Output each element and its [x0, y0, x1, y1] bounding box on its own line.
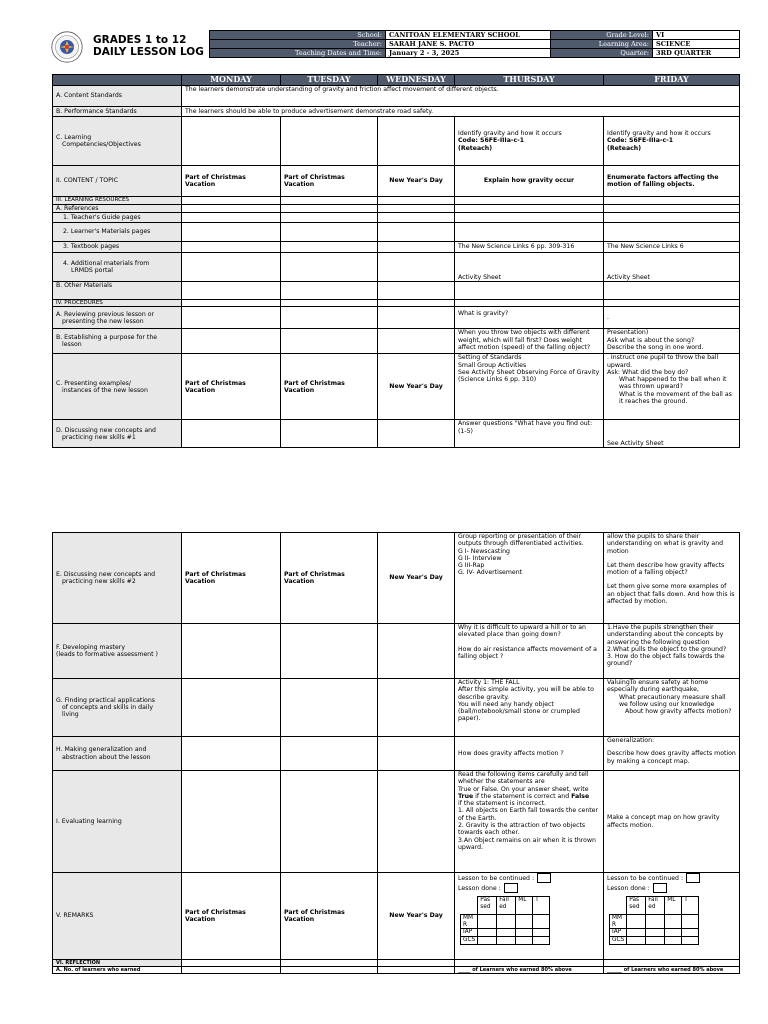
learning-resources-label: III. LEARNING RESOURCES	[53, 197, 182, 205]
school-value: CANITOAN ELEMENTARY SCHOOL	[386, 31, 551, 40]
teachers-guide-label: 1. Teacher's Guide pages	[53, 212, 182, 222]
lr-tue	[281, 197, 378, 205]
developing-mastery-thursday-line1: Why it is difficult to upward a hill or to an elevated place than going down?	[458, 624, 586, 639]
quarter-value: 3RD QUARTER	[653, 49, 740, 58]
pd-tue	[281, 420, 378, 448]
developing-mastery-friday-line3: 3. How do the object falls towards the ground?	[607, 653, 725, 668]
pa-mon	[182, 307, 281, 329]
discussing-2-thursday-line4: G III-Rap	[458, 562, 485, 570]
teacher-value: SARAH JANE S. PACTO	[386, 40, 551, 49]
generalization-label-line2: abstraction about the lesson	[62, 753, 151, 761]
generalization-label	[53, 737, 182, 771]
competencies-thursday-line1: Identify gravity and how it occurs	[458, 130, 562, 138]
competencies-wednesday	[378, 117, 455, 166]
lesson-done-friday	[607, 883, 736, 893]
additional-materials-label-line2: LRMDS portal	[71, 266, 113, 274]
day-header-monday: MONDAY	[182, 75, 281, 86]
am-wed	[378, 252, 455, 281]
pg-wed	[378, 679, 455, 737]
content-topic-tuesday: Part of Christmas Vacation	[281, 166, 378, 197]
dates-value: January 2 - 3, 2025	[386, 49, 551, 58]
practical-applications-friday-line1: ValuingTo ensure safety at home especially during earthquake,	[607, 679, 709, 694]
pg-mon	[182, 679, 281, 737]
results-head-failed: Fail ed	[497, 897, 516, 915]
header-info-table	[209, 30, 740, 58]
corner-cell	[53, 75, 182, 86]
results-row-gcs: GCS	[610, 937, 627, 945]
results-cell[interactable]	[533, 937, 550, 945]
discussing-2-friday-line2: Let them describe how gravity affects motion of a falling object?	[607, 561, 725, 577]
generalization-friday	[604, 737, 740, 771]
om-tue	[281, 281, 378, 299]
learners-earned-friday: ______ of Learners who earned 80% above	[604, 967, 740, 974]
practical-applications-label-line1: G. Finding practical applications	[56, 696, 155, 704]
developing-mastery-friday-line2: 2.What pulls the object to the ground?	[607, 645, 727, 653]
pi-tue	[281, 771, 378, 873]
results-cell[interactable]	[533, 915, 550, 929]
lr-thu	[455, 197, 604, 205]
procedures-label: IV. PROCEDURES	[53, 299, 182, 307]
day-header-thursday: THURSDAY	[455, 75, 604, 86]
discussing-1-label-line2: practicing new skills #1	[62, 433, 136, 441]
grade-level-label: Grade Level:	[551, 31, 653, 40]
presenting-examples-label	[53, 354, 182, 420]
reviewing-lesson-label	[53, 307, 182, 329]
ref-mon	[182, 204, 281, 212]
purpose-label-line1: B. Establishing a purpose for the	[56, 334, 158, 341]
discussing-2-monday: Part of Christmas Vacation	[182, 533, 281, 624]
tg-thu	[455, 212, 604, 222]
results-table-thursday	[460, 896, 550, 945]
quarter-label: Quarter:	[551, 49, 653, 58]
practical-applications-friday	[604, 679, 740, 737]
practical-applications-label-line2: of concepts and skills in daily	[62, 703, 153, 711]
remarks-wednesday: New Year's Day	[378, 873, 455, 960]
tg-fri	[604, 212, 740, 222]
textbook-pages-friday: The New Science Links 6	[604, 241, 740, 252]
results-row-mmr: MM R	[461, 915, 478, 929]
discussing-1-label	[53, 420, 182, 448]
evaluating-friday: Make a concept map on how gravity affects motion.	[604, 771, 740, 873]
content-topic-label: II. CONTENT / TOPIC	[53, 166, 182, 197]
am-tue	[281, 252, 378, 281]
rf-fri	[604, 960, 740, 967]
tg-tue	[281, 212, 378, 222]
tg-mon	[182, 212, 281, 222]
ra-mon	[182, 967, 281, 974]
tb-wed	[378, 241, 455, 252]
pa-tue	[281, 307, 378, 329]
practical-applications-friday-line3: About how gravity affects motion?	[625, 708, 732, 716]
results-cell[interactable]	[646, 937, 665, 945]
results-head-passed: Pas sed	[627, 897, 646, 915]
lm-fri	[604, 222, 740, 241]
day-header-tuesday: TUESDAY	[281, 75, 378, 86]
grade-level-value: VI	[653, 31, 740, 40]
dates-label: Teaching Dates and Time:	[210, 49, 386, 58]
pb-wed	[378, 329, 455, 354]
rf-mon	[182, 960, 281, 967]
discussing-2-thursday-line1: Group reporting or presentation of their outputs through differentiated activities.	[458, 533, 584, 548]
learners-earned-label: A. No. of learners who earned	[53, 967, 182, 974]
lm-thu	[455, 222, 604, 241]
textbook-pages-thursday: The New Science Links 6 pp. 309-316	[455, 241, 604, 252]
pi-wed	[378, 771, 455, 873]
additional-materials-friday: Activity Sheet	[604, 252, 740, 281]
competencies-friday-line1: Identify gravity and how it occurs	[607, 130, 711, 138]
results-row-iap: IAP	[610, 929, 627, 937]
results-head-ml: ML	[665, 897, 682, 915]
ref-thu	[455, 204, 604, 212]
lesson-continued-label: Lesson to be continued :	[607, 875, 684, 882]
results-table-friday	[609, 896, 699, 945]
deped-seal-logo	[51, 31, 83, 63]
rf-tue	[281, 960, 378, 967]
rf-thu	[455, 960, 604, 967]
presenting-examples-thursday-line1: Setting of Standards	[458, 354, 522, 362]
results-cell[interactable]	[497, 915, 516, 929]
results-cell[interactable]	[478, 937, 497, 945]
day-header-wednesday: WEDNESDAY	[378, 75, 455, 86]
discussing-1-friday: See Activity Sheet	[604, 420, 740, 448]
results-head-passed: Pas sed	[478, 897, 497, 915]
other-materials-label: B. Other Materials	[53, 281, 182, 299]
results-cell[interactable]	[682, 929, 699, 937]
am-mon	[182, 252, 281, 281]
pb-mon	[182, 329, 281, 354]
discussing-2-thursday-line3: G II- Interview	[458, 554, 502, 562]
lm-tue	[281, 222, 378, 241]
practical-applications-friday-line2: What precautionary measure shall we follow using our knowledge	[619, 693, 726, 708]
discussing-2-tuesday: Part of Christmas Vacation	[281, 533, 378, 624]
evaluating-label: I. Evaluating learning	[53, 771, 182, 873]
discussing-2-label	[53, 533, 182, 624]
presenting-examples-monday: Part of Christmas Vacation	[182, 354, 281, 420]
document-title	[93, 34, 204, 58]
remarks-thursday	[455, 873, 604, 960]
teacher-label: Teacher:	[210, 40, 386, 49]
discussing-2-wednesday: New Year's Day	[378, 533, 455, 624]
om-wed	[378, 281, 455, 299]
reviewing-lesson-friday: .	[604, 307, 740, 329]
evaluating-thursday-line3	[458, 793, 600, 800]
purpose-friday-line1: Presentation)	[607, 329, 649, 337]
results-cell[interactable]	[627, 929, 646, 937]
discussing-2-label-line1: E. Discussing new concepts and	[56, 570, 156, 578]
presenting-examples-wednesday: New Year's Day	[378, 354, 455, 420]
presenting-examples-friday	[604, 354, 740, 420]
pr-thu	[455, 299, 604, 307]
results-row-iap: IAP	[461, 929, 478, 937]
tb-tue	[281, 241, 378, 252]
lesson-done-checkbox[interactable]	[653, 883, 667, 893]
results-cell[interactable]	[665, 929, 682, 937]
purpose-thursday: When you throw two objects with different weight, which will fall first? Does weight affect motion (speed) of the falling object?	[455, 329, 604, 354]
results-cell[interactable]	[627, 915, 646, 929]
lesson-continued-friday	[607, 873, 736, 883]
learners-materials-label: 2. Learner's Materials pages	[53, 222, 182, 241]
rf-wed	[378, 960, 455, 967]
discussing-2-label-line2: practicing new skills #2	[62, 578, 136, 585]
textbook-pages-label: 3. Textbook pages	[53, 241, 182, 252]
reflection-label: VI. REFLECTION	[53, 960, 182, 967]
competencies-thursday	[455, 117, 604, 166]
lr-mon	[182, 197, 281, 205]
content-topic-friday: Enumerate factors affecting the motion of falling objects.	[604, 166, 740, 197]
practical-applications-label-line3: living	[62, 711, 79, 719]
competencies-friday-code: Code: S6FE-IIIa-c-1	[607, 137, 674, 145]
pd-wed	[378, 420, 455, 448]
competencies-thursday-reteach: (Reteach)	[458, 144, 493, 152]
results-row-mmr: MM R	[610, 915, 627, 929]
purpose-label	[53, 329, 182, 354]
lr-wed	[378, 197, 455, 205]
remarks-label: V. REMARKS	[53, 873, 182, 960]
results-head-t: T	[682, 897, 699, 915]
content-standards-text: The learners demonstrate understanding of gravity and friction affect movement of different objects.	[182, 86, 740, 107]
evaluating-thursday-item2: 2. Gravity is the attraction of two objects towards each other.	[458, 822, 586, 837]
pr-tue	[281, 299, 378, 307]
lesson-done-label: Lesson done :	[607, 885, 650, 892]
ph-mon	[182, 737, 281, 771]
evaluating-thursday-line2: True or False. On your answer sheet, write	[458, 785, 589, 793]
results-cell[interactable]	[533, 929, 550, 937]
results-cell[interactable]	[478, 929, 497, 937]
ph-tue	[281, 737, 378, 771]
lesson-continued-checkbox[interactable]	[686, 873, 700, 883]
developing-mastery-label-line1: F. Developing mastery	[56, 643, 125, 651]
evaluating-thursday	[455, 771, 604, 873]
lesson-continued-thursday	[458, 873, 600, 883]
ra-tue	[281, 967, 378, 974]
lesson-continued-label: Lesson to be continued :	[458, 875, 535, 882]
performance-standards-label: B. Performance Standards	[53, 107, 182, 117]
lesson-log-table-part-2	[52, 532, 740, 974]
school-label: School:	[210, 31, 386, 40]
results-cell[interactable]	[682, 915, 699, 929]
learners-earned-thursday: _____ of Learners who earned 80% above	[455, 967, 604, 974]
learning-area-value: SCIENCE	[653, 40, 740, 49]
pr-mon	[182, 299, 281, 307]
evaluating-false-word: False	[571, 792, 590, 800]
presenting-examples-friday-line2: Ask: What did the boy do?	[607, 368, 689, 376]
practical-applications-thursday	[455, 679, 604, 737]
pf-mon	[182, 624, 281, 679]
pi-mon	[182, 771, 281, 873]
pr-wed	[378, 299, 455, 307]
content-topic-thursday: Explain how gravity occur	[455, 166, 604, 197]
results-cell[interactable]	[478, 915, 497, 929]
discussing-2-friday-line1: allow the pupils to share their understanding on what is gravity and motion	[607, 533, 724, 555]
developing-mastery-friday	[604, 624, 740, 679]
presenting-examples-thursday	[455, 354, 604, 420]
presenting-examples-thursday-line2: Small Group Activities	[458, 361, 527, 369]
presenting-examples-friday-line3: What happened to the ball when it was thrown upward?	[619, 376, 727, 391]
generalization-friday-line1: Generalization:	[607, 737, 655, 744]
presenting-examples-label-line2: instances of the new lesson	[62, 386, 148, 394]
competencies-friday-reteach: (Reteach)	[607, 144, 642, 152]
lesson-done-checkbox[interactable]	[504, 883, 518, 893]
results-cell[interactable]	[497, 929, 516, 937]
pr-fri	[604, 299, 740, 307]
practical-applications-thursday-line2: After this simple activity, you will be able to describe gravity.	[458, 686, 594, 701]
presenting-examples-label-line1: C. Presenting examples/	[56, 379, 131, 387]
results-head-blank	[610, 897, 627, 915]
presenting-examples-thursday-line3: See Activity Sheet Observing Force of Gravity (Science Links 6 pp. 310)	[458, 368, 600, 384]
lesson-continued-checkbox[interactable]	[537, 873, 551, 883]
discussing-1-thursday: Answer questions "What have you find out: (1-5)	[455, 420, 604, 448]
reviewing-lesson-thursday: What is gravity?	[455, 307, 604, 329]
remarks-tuesday: Part of Christmas Vacation	[281, 873, 378, 960]
practical-applications-label	[53, 679, 182, 737]
pg-tue	[281, 679, 378, 737]
presenting-examples-friday-line4: What is the movement of the ball as it reaches the ground.	[619, 390, 732, 406]
competencies-monday	[182, 117, 281, 166]
content-standards-label: A. Content Standards	[53, 86, 182, 107]
purpose-friday-line2: Ask what is about the song?	[607, 336, 695, 344]
competencies-tuesday	[281, 117, 378, 166]
ref-tue	[281, 204, 378, 212]
developing-mastery-label	[53, 624, 182, 679]
lesson-done-label: Lesson done :	[458, 885, 501, 892]
evaluating-true-word: True	[458, 792, 474, 800]
evaluating-thursday-line1: Read the following items carefully and tell whether the statements are	[458, 771, 589, 786]
practical-applications-thursday-line1: Activity 1: THE FALL	[458, 679, 520, 686]
om-mon	[182, 281, 281, 299]
ra-wed	[378, 967, 455, 974]
developing-mastery-thursday-line2: How do air resistance affects movement of a falling object ?	[458, 645, 597, 660]
content-topic-wednesday: New Year's Day	[378, 166, 455, 197]
lesson-done-thursday	[458, 883, 600, 893]
lesson-log-table-part-1	[52, 74, 740, 448]
remarks-friday	[604, 873, 740, 960]
developing-mastery-label-line2: (leads to formative assessment )	[56, 651, 158, 658]
competencies-label-line2: Competencies/Objectives	[62, 141, 141, 148]
performance-standards-text: The learners should be able to produce advertisement demonstrate road safety.	[182, 107, 740, 117]
content-topic-monday: Part of Christmas Vacation	[182, 166, 281, 197]
tb-mon	[182, 241, 281, 252]
developing-mastery-thursday	[455, 624, 604, 679]
pa-wed	[378, 307, 455, 329]
generalization-friday-line2: Describe how does gravity affects motion by making a concept map.	[607, 750, 736, 765]
results-cell[interactable]	[627, 937, 646, 945]
results-cell[interactable]	[516, 937, 533, 945]
presenting-examples-tuesday: Part of Christmas Vacation	[281, 354, 378, 420]
competencies-thursday-code: Code: S6FE-IIIa-c-1	[458, 137, 525, 145]
discussing-2-friday	[604, 533, 740, 624]
results-cell[interactable]	[665, 915, 682, 929]
tg-wed	[378, 212, 455, 222]
competencies-label-line1: C. Learning	[56, 133, 92, 141]
purpose-label-line2: lesson	[62, 341, 82, 349]
discussing-2-friday-line3: Let them give some more examples of an object that falls down. And how this is affected by motion.	[607, 583, 735, 606]
ph-wed	[378, 737, 455, 771]
ref-fri	[604, 204, 740, 212]
reviewing-lesson-label-line2: presenting the new lesson	[62, 317, 144, 325]
pf-tue	[281, 624, 378, 679]
title-line-1: GRADES 1 to 12	[93, 34, 187, 46]
om-thu	[455, 281, 604, 299]
evaluating-mid-text: if the statement is correct and	[473, 792, 572, 800]
results-cell[interactable]	[516, 915, 533, 929]
results-head-t: T	[533, 897, 550, 915]
remarks-monday: Part of Christmas Vacation	[182, 873, 281, 960]
generalization-label-line1: H. Making generalization and	[56, 746, 147, 754]
developing-mastery-friday-line1: 1.Have the pupils strengthen their understanding about the concepts by answering the following question	[607, 624, 724, 646]
ref-wed	[378, 204, 455, 212]
competencies-label	[53, 117, 182, 166]
generalization-thursday: How does gravity affects motion ?	[455, 737, 604, 771]
results-cell[interactable]	[646, 929, 665, 937]
lr-fri	[604, 197, 740, 205]
additional-materials-thursday: Activity Sheet	[455, 252, 604, 281]
evaluating-thursday-item1: 1. All objects on Earth fall towards the center of the Earth.	[458, 807, 599, 822]
results-cell[interactable]	[497, 937, 516, 945]
pd-mon	[182, 420, 281, 448]
results-head-ml: ML	[516, 897, 533, 915]
additional-materials-label	[53, 252, 182, 281]
practical-applications-thursday-line3: You will need any handy object (ball/notebook/small stone or crumpled paper).	[458, 700, 580, 723]
purpose-friday	[604, 329, 740, 354]
pf-wed	[378, 624, 455, 679]
discussing-2-thursday-line2: G I- Newscasting	[458, 547, 510, 555]
competencies-friday	[604, 117, 740, 166]
evaluating-thursday-line4: if the statement is incorrect.	[458, 800, 546, 808]
reviewing-lesson-label-line1: A. Reviewing previous lesson or	[56, 310, 155, 318]
pb-tue	[281, 329, 378, 354]
results-head-blank	[461, 897, 478, 915]
lm-wed	[378, 222, 455, 241]
evaluating-thursday-item3: 3.An Object remains on air when it is thrown upward.	[458, 836, 596, 851]
lm-mon	[182, 222, 281, 241]
results-cell[interactable]	[646, 915, 665, 929]
discussing-2-thursday	[455, 533, 604, 624]
discussing-2-thursday-line5: G. IV- Advertisement	[458, 569, 523, 577]
results-cell[interactable]	[682, 937, 699, 945]
title-line-2: DAILY LESSON LOG	[93, 46, 204, 58]
discussing-1-label-line1: D. Discussing new concepts and	[56, 426, 156, 434]
purpose-friday-line3: Describe the song in one word.	[607, 343, 704, 351]
additional-materials-label-line1: 4. Additional materials from	[63, 259, 150, 267]
results-cell[interactable]	[516, 929, 533, 937]
results-head-failed: Fail ed	[646, 897, 665, 915]
day-header-friday: FRIDAY	[604, 75, 740, 86]
references-label: A. References	[53, 204, 182, 212]
learning-area-label: Learning Area:	[551, 40, 653, 49]
results-cell[interactable]	[665, 937, 682, 945]
om-fri	[604, 281, 740, 299]
results-row-gcs: GCS	[461, 937, 478, 945]
presenting-examples-friday-line1: . Instruct one pupil to throw the ball upward.	[607, 354, 719, 369]
